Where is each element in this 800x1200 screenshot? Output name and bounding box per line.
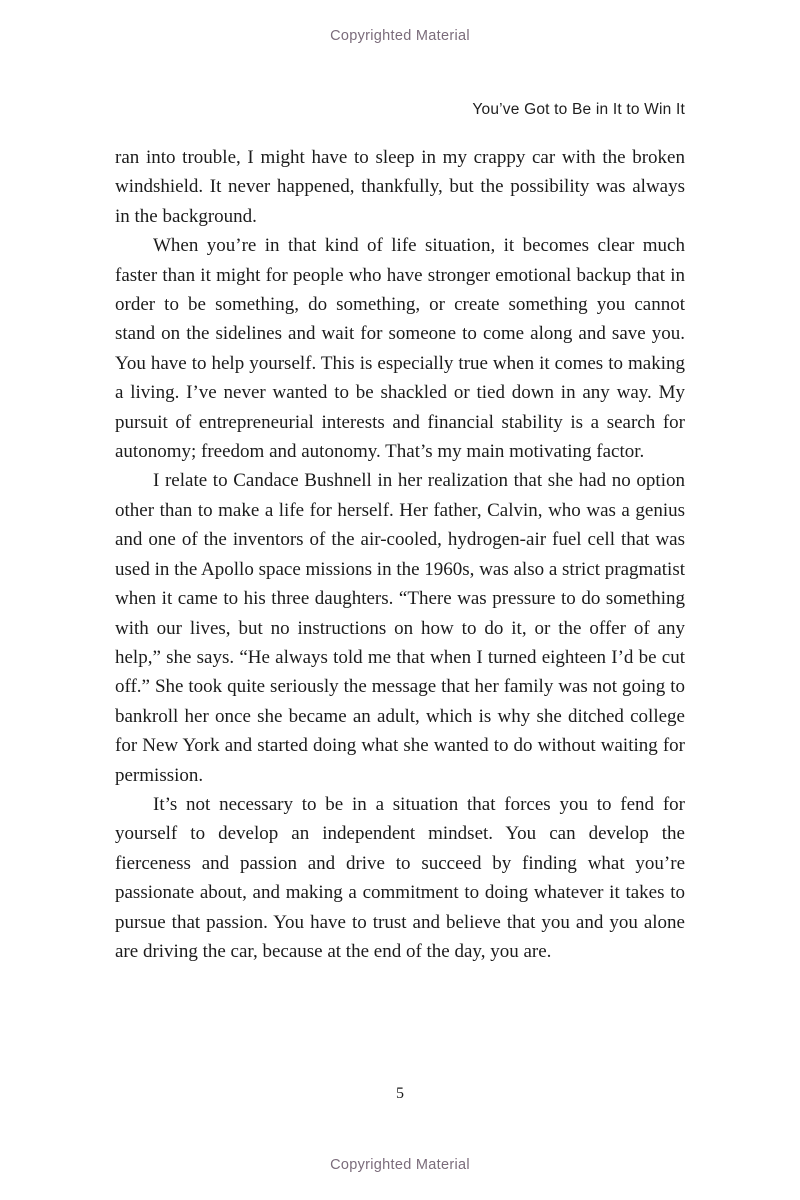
copyright-notice-top: Copyrighted Material [330,28,470,44]
running-header: You’ve Got to Be in It to Win It [472,101,685,118]
body-paragraph: When you’re in that kind of life situation, it becomes clear much faster than it might for people who have stronger emotional backup that in order to be something, do something, or create something you cannot stand on the sidelines and wait for someone to come along and save you. You have to help yourself. This is especially true when it comes to making a living. I’ve never wanted to be shackled or tied down in any way. My pursuit of entrepreneurial interests and financial stability is a search for autonomy; freedom and autonomy. That’s my main motivating factor. [115,235,685,463]
body-paragraph: It’s not necessary to be in a situation that forces you to fend for yourself to develop an independent mindset. You can develop the fierceness and passion and drive to succeed by finding what you’re passionate about, and making a commitment to doing whatever it takes to pursue that passion. You have to trust and believe that you and you alone are driving the car, because at the end of the day, you are. [115,793,685,962]
body-paragraph: I relate to Candace Bushnell in her realization that she had no option other than to make a life for herself. Her father, Calvin, who was a genius and one of the inventors of the air-cooled, hydrogen-air fuel cell that was used in the Apollo space missions in the 1960s, was also a strict pragmatist when it came to his three daughters. “There was pressure to do something with our lives, but no instructions on how to do it, or the offer of any help,” she says. “He always told me that when I turned eighteen I’d be cut off.” She took quite seriously the message that her family was not going to bankroll her once she became an adult, which is why she ditched college for New York and started doing what she wanted to do without waiting for permission. [115,470,685,786]
body-paragraph: ran into trouble, I might have to sleep in my crappy car with the broken windshield. It never happened, thankfully, but the possibility was always in the background. [115,147,685,227]
copyright-notice-bottom: Copyrighted Material [330,1157,470,1173]
page-body [115,143,685,966]
page-number: 5 [396,1085,404,1102]
